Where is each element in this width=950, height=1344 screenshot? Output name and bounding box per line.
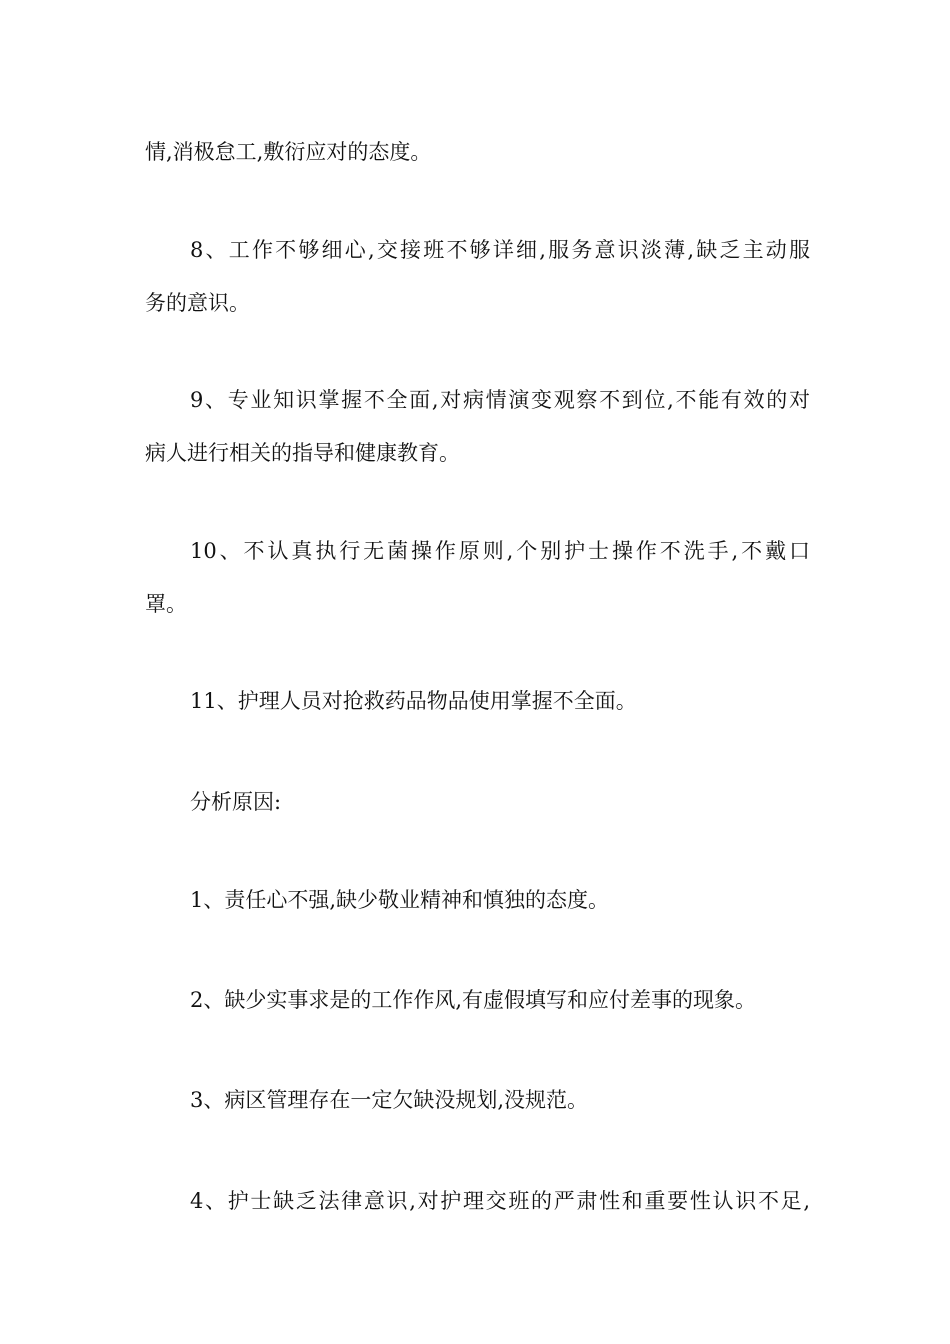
list-item-9-line-1: 9、专业知识掌握不全面,对病情演变观察不到位,不能有效的对 <box>190 388 810 412</box>
text-line-continuation: 情,消极怠工,敷衍应对的态度。 <box>145 140 432 164</box>
section-heading: 分析原因: <box>190 790 282 814</box>
list-item-10-line-2: 罩。 <box>145 592 187 616</box>
cause-item-3: 3、病区管理存在一定欠缺没规划,没规范。 <box>190 1088 589 1112</box>
cause-item-4-line-1: 4、护士缺乏法律意识,对护理交班的严肃性和重要性认识不足, <box>190 1189 810 1213</box>
list-item-8-line-2: 务的意识。 <box>145 291 250 315</box>
list-item-8-line-1: 8、工作不够细心,交接班不够详细,服务意识淡薄,缺乏主动服 <box>190 238 810 262</box>
list-item-10-line-1: 10、不认真执行无菌操作原则,个别护士操作不洗手,不戴口 <box>190 539 810 563</box>
list-item-11: 11、护理人员对抢救药品物品使用掌握不全面。 <box>190 689 637 713</box>
list-item-9-line-2: 病人进行相关的指导和健康教育。 <box>145 441 460 465</box>
cause-item-1: 1、责任心不强,缺少敬业精神和慎独的态度。 <box>190 888 610 912</box>
cause-item-2: 2、缺少实事求是的工作作风,有虚假填写和应付差事的现象。 <box>190 988 757 1012</box>
